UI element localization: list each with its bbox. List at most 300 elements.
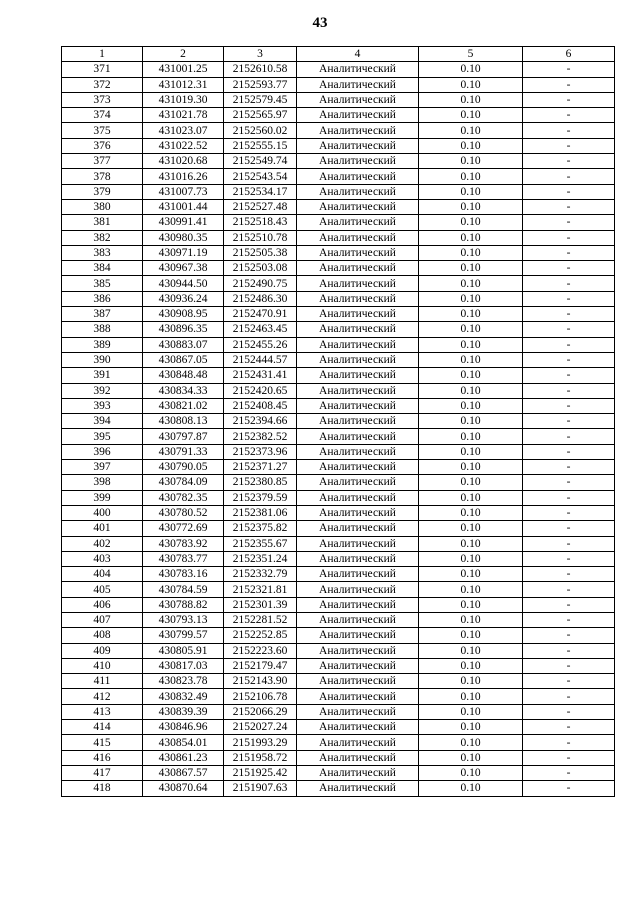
accuracy-cell: 0.10: [419, 781, 523, 796]
accuracy-cell: 0.10: [419, 612, 523, 627]
accuracy-cell: 0.10: [419, 398, 523, 413]
note-cell: -: [523, 108, 615, 123]
accuracy-cell: 0.10: [419, 352, 523, 367]
table-row: [62, 414, 615, 429]
column-header: 2: [143, 47, 224, 62]
row-number-cell: 407: [62, 612, 143, 627]
x-coordinate-cell: 431016.26: [143, 169, 224, 184]
accuracy-cell: 0.10: [419, 108, 523, 123]
row-number-cell: 371: [62, 62, 143, 77]
x-coordinate-cell: 430848.48: [143, 368, 224, 383]
method-cell: Аналитический: [297, 230, 419, 245]
y-coordinate-cell: 2152351.24: [224, 551, 297, 566]
table-row: [62, 658, 615, 673]
accuracy-cell: 0.10: [419, 307, 523, 322]
note-cell: -: [523, 77, 615, 92]
note-cell: -: [523, 261, 615, 276]
accuracy-cell: 0.10: [419, 658, 523, 673]
row-number-cell: 412: [62, 689, 143, 704]
y-coordinate-cell: 2152518.43: [224, 215, 297, 230]
y-coordinate-cell: 2152510.78: [224, 230, 297, 245]
x-coordinate-cell: 431007.73: [143, 184, 224, 199]
method-cell: Аналитический: [297, 77, 419, 92]
x-coordinate-cell: 430808.13: [143, 414, 224, 429]
y-coordinate-cell: 2152408.45: [224, 398, 297, 413]
row-number-cell: 395: [62, 429, 143, 444]
y-coordinate-cell: 2152444.57: [224, 352, 297, 367]
note-cell: -: [523, 490, 615, 505]
y-coordinate-cell: 2152549.74: [224, 154, 297, 169]
note-cell: -: [523, 414, 615, 429]
note-cell: -: [523, 582, 615, 597]
y-coordinate-cell: 2152555.15: [224, 138, 297, 153]
note-cell: -: [523, 781, 615, 796]
table-row: [62, 199, 615, 214]
note-cell: -: [523, 704, 615, 719]
row-number-cell: 391: [62, 368, 143, 383]
x-coordinate-cell: 430823.78: [143, 674, 224, 689]
row-number-cell: 376: [62, 138, 143, 153]
table-row: [62, 123, 615, 138]
row-number-cell: 411: [62, 674, 143, 689]
accuracy-cell: 0.10: [419, 765, 523, 780]
accuracy-cell: 0.10: [419, 475, 523, 490]
table-row: [62, 781, 615, 796]
method-cell: Аналитический: [297, 597, 419, 612]
accuracy-cell: 0.10: [419, 704, 523, 719]
x-coordinate-cell: 430783.77: [143, 551, 224, 566]
method-cell: Аналитический: [297, 460, 419, 475]
row-number-cell: 409: [62, 643, 143, 658]
table-row: [62, 643, 615, 658]
method-cell: Аналитический: [297, 704, 419, 719]
y-coordinate-cell: 2151993.29: [224, 735, 297, 750]
note-cell: -: [523, 689, 615, 704]
table-row: [62, 276, 615, 291]
note-cell: -: [523, 628, 615, 643]
method-cell: Аналитический: [297, 215, 419, 230]
note-cell: -: [523, 215, 615, 230]
method-cell: Аналитический: [297, 62, 419, 77]
y-coordinate-cell: 2152505.38: [224, 245, 297, 260]
accuracy-cell: 0.10: [419, 720, 523, 735]
method-cell: Аналитический: [297, 628, 419, 643]
x-coordinate-cell: 430936.24: [143, 291, 224, 306]
table-row: [62, 352, 615, 367]
row-number-cell: 414: [62, 720, 143, 735]
accuracy-cell: 0.10: [419, 230, 523, 245]
accuracy-cell: 0.10: [419, 735, 523, 750]
y-coordinate-cell: 2152321.81: [224, 582, 297, 597]
method-cell: Аналитический: [297, 475, 419, 490]
x-coordinate-cell: 430799.57: [143, 628, 224, 643]
x-coordinate-cell: 430971.19: [143, 245, 224, 260]
note-cell: -: [523, 567, 615, 582]
note-cell: -: [523, 750, 615, 765]
row-number-cell: 387: [62, 307, 143, 322]
method-cell: Аналитический: [297, 154, 419, 169]
note-cell: -: [523, 230, 615, 245]
y-coordinate-cell: 2152565.97: [224, 108, 297, 123]
accuracy-cell: 0.10: [419, 551, 523, 566]
row-number-cell: 389: [62, 337, 143, 352]
x-coordinate-cell: 430784.59: [143, 582, 224, 597]
table-row: [62, 230, 615, 245]
x-coordinate-cell: 430944.50: [143, 276, 224, 291]
method-cell: Аналитический: [297, 368, 419, 383]
table-row: [62, 567, 615, 582]
table-row: [62, 245, 615, 260]
table-row: [62, 368, 615, 383]
table-row: [62, 490, 615, 505]
note-cell: -: [523, 765, 615, 780]
note-cell: -: [523, 245, 615, 260]
accuracy-cell: 0.10: [419, 674, 523, 689]
x-coordinate-cell: 430870.64: [143, 781, 224, 796]
table-row: [62, 674, 615, 689]
row-number-cell: 404: [62, 567, 143, 582]
row-number-cell: 402: [62, 536, 143, 551]
accuracy-cell: 0.10: [419, 291, 523, 306]
accuracy-cell: 0.10: [419, 123, 523, 138]
x-coordinate-cell: 430790.05: [143, 460, 224, 475]
x-coordinate-cell: 430782.35: [143, 490, 224, 505]
accuracy-cell: 0.10: [419, 597, 523, 612]
accuracy-cell: 0.10: [419, 169, 523, 184]
row-number-cell: 405: [62, 582, 143, 597]
note-cell: -: [523, 383, 615, 398]
row-number-cell: 375: [62, 123, 143, 138]
row-number-cell: 413: [62, 704, 143, 719]
y-coordinate-cell: 2152301.39: [224, 597, 297, 612]
row-number-cell: 386: [62, 291, 143, 306]
y-coordinate-cell: 2151907.63: [224, 781, 297, 796]
table-row: [62, 215, 615, 230]
accuracy-cell: 0.10: [419, 460, 523, 475]
note-cell: -: [523, 658, 615, 673]
y-coordinate-cell: 2152593.77: [224, 77, 297, 92]
row-number-cell: 381: [62, 215, 143, 230]
method-cell: Аналитический: [297, 567, 419, 582]
table-row: [62, 169, 615, 184]
note-cell: -: [523, 352, 615, 367]
accuracy-cell: 0.10: [419, 199, 523, 214]
y-coordinate-cell: 2152463.45: [224, 322, 297, 337]
note-cell: -: [523, 62, 615, 77]
row-number-cell: 396: [62, 444, 143, 459]
method-cell: Аналитический: [297, 689, 419, 704]
y-coordinate-cell: 2152543.54: [224, 169, 297, 184]
x-coordinate-cell: 430805.91: [143, 643, 224, 658]
row-number-cell: 388: [62, 322, 143, 337]
note-cell: -: [523, 138, 615, 153]
method-cell: Аналитический: [297, 322, 419, 337]
row-number-cell: 377: [62, 154, 143, 169]
table-row: [62, 689, 615, 704]
method-cell: Аналитический: [297, 429, 419, 444]
accuracy-cell: 0.10: [419, 337, 523, 352]
x-coordinate-cell: 430783.16: [143, 567, 224, 582]
table-row: [62, 398, 615, 413]
method-cell: Аналитический: [297, 291, 419, 306]
accuracy-cell: 0.10: [419, 92, 523, 107]
x-coordinate-cell: 430908.95: [143, 307, 224, 322]
row-number-cell: 380: [62, 199, 143, 214]
method-cell: Аналитический: [297, 169, 419, 184]
method-cell: Аналитический: [297, 261, 419, 276]
x-coordinate-cell: 430791.33: [143, 444, 224, 459]
y-coordinate-cell: 2152373.96: [224, 444, 297, 459]
row-number-cell: 399: [62, 490, 143, 505]
x-coordinate-cell: 430783.92: [143, 536, 224, 551]
note-cell: -: [523, 184, 615, 199]
table-row: [62, 108, 615, 123]
table-row: [62, 322, 615, 337]
note-cell: -: [523, 398, 615, 413]
method-cell: Аналитический: [297, 536, 419, 551]
note-cell: -: [523, 720, 615, 735]
accuracy-cell: 0.10: [419, 582, 523, 597]
column-header: 5: [419, 47, 523, 62]
method-cell: Аналитический: [297, 138, 419, 153]
accuracy-cell: 0.10: [419, 184, 523, 199]
x-coordinate-cell: 430846.96: [143, 720, 224, 735]
note-cell: -: [523, 735, 615, 750]
note-cell: -: [523, 429, 615, 444]
method-cell: Аналитический: [297, 505, 419, 520]
x-coordinate-cell: 430883.07: [143, 337, 224, 352]
accuracy-cell: 0.10: [419, 643, 523, 658]
x-coordinate-cell: 430980.35: [143, 230, 224, 245]
table-row: [62, 62, 615, 77]
table-row: [62, 628, 615, 643]
note-cell: -: [523, 337, 615, 352]
method-cell: Аналитический: [297, 658, 419, 673]
table-row: [62, 383, 615, 398]
x-coordinate-cell: 431012.31: [143, 77, 224, 92]
table-row: [62, 735, 615, 750]
y-coordinate-cell: 2152431.41: [224, 368, 297, 383]
accuracy-cell: 0.10: [419, 628, 523, 643]
x-coordinate-cell: 431021.78: [143, 108, 224, 123]
table-row: [62, 307, 615, 322]
method-cell: Аналитический: [297, 521, 419, 536]
accuracy-cell: 0.10: [419, 322, 523, 337]
accuracy-cell: 0.10: [419, 77, 523, 92]
row-number-cell: 408: [62, 628, 143, 643]
column-header: 4: [297, 47, 419, 62]
accuracy-cell: 0.10: [419, 521, 523, 536]
accuracy-cell: 0.10: [419, 444, 523, 459]
note-cell: -: [523, 551, 615, 566]
accuracy-cell: 0.10: [419, 490, 523, 505]
y-coordinate-cell: 2152486.30: [224, 291, 297, 306]
x-coordinate-cell: 430867.57: [143, 765, 224, 780]
method-cell: Аналитический: [297, 612, 419, 627]
y-coordinate-cell: 2151925.42: [224, 765, 297, 780]
y-coordinate-cell: 2152252.85: [224, 628, 297, 643]
row-number-cell: 417: [62, 765, 143, 780]
y-coordinate-cell: 2152394.66: [224, 414, 297, 429]
note-cell: -: [523, 505, 615, 520]
y-coordinate-cell: 2152560.02: [224, 123, 297, 138]
column-header: 1: [62, 47, 143, 62]
accuracy-cell: 0.10: [419, 215, 523, 230]
y-coordinate-cell: 2152503.08: [224, 261, 297, 276]
y-coordinate-cell: 2152106.78: [224, 689, 297, 704]
note-cell: -: [523, 291, 615, 306]
table-row: [62, 704, 615, 719]
note-cell: -: [523, 276, 615, 291]
note-cell: -: [523, 307, 615, 322]
column-header: 3: [224, 47, 297, 62]
x-coordinate-cell: 431020.68: [143, 154, 224, 169]
y-coordinate-cell: 2152375.82: [224, 521, 297, 536]
note-cell: -: [523, 475, 615, 490]
y-coordinate-cell: 2152179.47: [224, 658, 297, 673]
note-cell: -: [523, 460, 615, 475]
method-cell: Аналитический: [297, 276, 419, 291]
method-cell: Аналитический: [297, 414, 419, 429]
x-coordinate-cell: 430772.69: [143, 521, 224, 536]
note-cell: -: [523, 444, 615, 459]
method-cell: Аналитический: [297, 307, 419, 322]
row-number-cell: 400: [62, 505, 143, 520]
table-body: [62, 62, 615, 796]
note-cell: -: [523, 154, 615, 169]
y-coordinate-cell: 2152355.67: [224, 536, 297, 551]
method-cell: Аналитический: [297, 444, 419, 459]
accuracy-cell: 0.10: [419, 414, 523, 429]
row-number-cell: 373: [62, 92, 143, 107]
coordinates-table: [61, 46, 615, 797]
y-coordinate-cell: 2152455.26: [224, 337, 297, 352]
table-row: [62, 475, 615, 490]
y-coordinate-cell: 2152371.27: [224, 460, 297, 475]
y-coordinate-cell: 2152420.65: [224, 383, 297, 398]
table-row: [62, 337, 615, 352]
x-coordinate-cell: 430896.35: [143, 322, 224, 337]
note-cell: -: [523, 674, 615, 689]
accuracy-cell: 0.10: [419, 276, 523, 291]
x-coordinate-cell: 430780.52: [143, 505, 224, 520]
row-number-cell: 416: [62, 750, 143, 765]
y-coordinate-cell: 2152579.45: [224, 92, 297, 107]
y-coordinate-cell: 2152066.29: [224, 704, 297, 719]
accuracy-cell: 0.10: [419, 429, 523, 444]
note-cell: -: [523, 612, 615, 627]
method-cell: Аналитический: [297, 582, 419, 597]
method-cell: Аналитический: [297, 750, 419, 765]
table-row: [62, 505, 615, 520]
y-coordinate-cell: 2152490.75: [224, 276, 297, 291]
table-row: [62, 521, 615, 536]
x-coordinate-cell: 430821.02: [143, 398, 224, 413]
note-cell: -: [523, 169, 615, 184]
row-number-cell: 372: [62, 77, 143, 92]
y-coordinate-cell: 2152027.24: [224, 720, 297, 735]
table-row: [62, 92, 615, 107]
note-cell: -: [523, 597, 615, 612]
x-coordinate-cell: 431001.44: [143, 199, 224, 214]
table-row: [62, 429, 615, 444]
x-coordinate-cell: 430839.39: [143, 704, 224, 719]
accuracy-cell: 0.10: [419, 750, 523, 765]
method-cell: Аналитический: [297, 765, 419, 780]
table-row: [62, 184, 615, 199]
x-coordinate-cell: 431019.30: [143, 92, 224, 107]
row-number-cell: 397: [62, 460, 143, 475]
accuracy-cell: 0.10: [419, 368, 523, 383]
method-cell: Аналитический: [297, 108, 419, 123]
row-number-cell: 393: [62, 398, 143, 413]
note-cell: -: [523, 521, 615, 536]
table-row: [62, 551, 615, 566]
row-number-cell: 385: [62, 276, 143, 291]
method-cell: Аналитический: [297, 551, 419, 566]
y-coordinate-cell: 2152379.59: [224, 490, 297, 505]
x-coordinate-cell: 430861.23: [143, 750, 224, 765]
row-number-cell: 390: [62, 352, 143, 367]
method-cell: Аналитический: [297, 352, 419, 367]
table-row: [62, 750, 615, 765]
table-row: [62, 138, 615, 153]
y-coordinate-cell: 2152381.06: [224, 505, 297, 520]
row-number-cell: 383: [62, 245, 143, 260]
table-row: [62, 460, 615, 475]
table-header-row: [62, 47, 615, 62]
row-number-cell: 418: [62, 781, 143, 796]
method-cell: Аналитический: [297, 674, 419, 689]
y-coordinate-cell: 2152382.52: [224, 429, 297, 444]
accuracy-cell: 0.10: [419, 62, 523, 77]
y-coordinate-cell: 2152281.52: [224, 612, 297, 627]
row-number-cell: 394: [62, 414, 143, 429]
x-coordinate-cell: 430867.05: [143, 352, 224, 367]
row-number-cell: 401: [62, 521, 143, 536]
accuracy-cell: 0.10: [419, 245, 523, 260]
note-cell: -: [523, 536, 615, 551]
method-cell: Аналитический: [297, 735, 419, 750]
y-coordinate-cell: 2152143.90: [224, 674, 297, 689]
table-row: [62, 77, 615, 92]
method-cell: Аналитический: [297, 781, 419, 796]
table-row: [62, 261, 615, 276]
page-number: 43: [312, 15, 328, 31]
table-row: [62, 720, 615, 735]
y-coordinate-cell: 2152223.60: [224, 643, 297, 658]
x-coordinate-cell: 430784.09: [143, 475, 224, 490]
method-cell: Аналитический: [297, 184, 419, 199]
table-row: [62, 444, 615, 459]
x-coordinate-cell: 430793.13: [143, 612, 224, 627]
note-cell: -: [523, 123, 615, 138]
accuracy-cell: 0.10: [419, 505, 523, 520]
note-cell: -: [523, 368, 615, 383]
x-coordinate-cell: 430788.82: [143, 597, 224, 612]
table-row: [62, 597, 615, 612]
method-cell: Аналитический: [297, 199, 419, 214]
table-row: [62, 582, 615, 597]
x-coordinate-cell: 430832.49: [143, 689, 224, 704]
column-header: 6: [523, 47, 615, 62]
method-cell: Аналитический: [297, 383, 419, 398]
y-coordinate-cell: 2152332.79: [224, 567, 297, 582]
x-coordinate-cell: 430854.01: [143, 735, 224, 750]
method-cell: Аналитический: [297, 720, 419, 735]
table-row: [62, 536, 615, 551]
row-number-cell: 382: [62, 230, 143, 245]
